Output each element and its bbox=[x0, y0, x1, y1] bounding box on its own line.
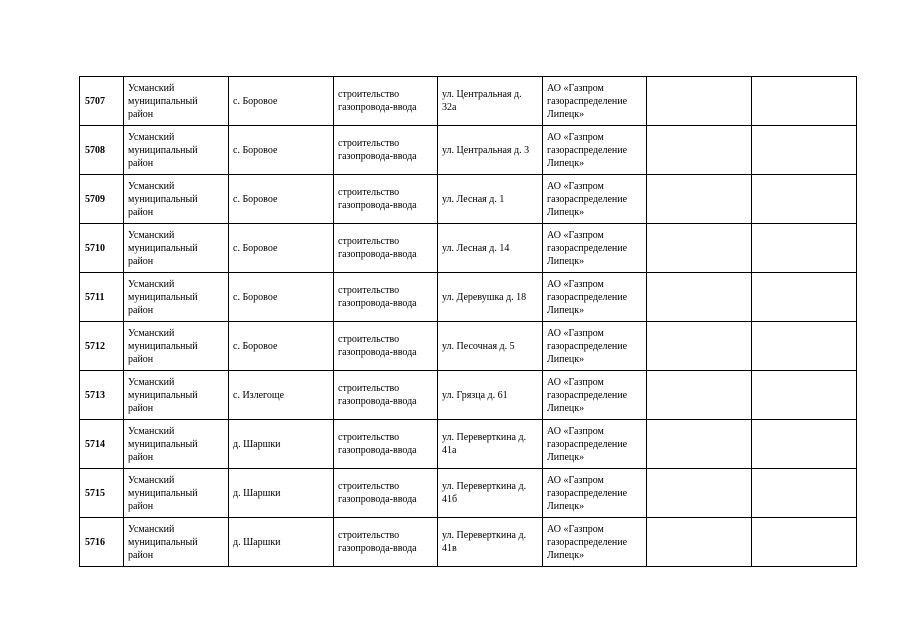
district-cell: Усманский муниципальный район bbox=[124, 77, 229, 126]
settlement-cell: с. Боровое bbox=[229, 273, 334, 322]
work-type-cell: строительство газопровода-ввода bbox=[334, 77, 438, 126]
address-cell: ул. Грязца д. 61 bbox=[438, 371, 543, 420]
settlement-cell: с. Боровое bbox=[229, 77, 334, 126]
district-cell: Усманский муниципальный район bbox=[124, 371, 229, 420]
address-cell: ул. Центральная д. 3 bbox=[438, 126, 543, 175]
settlement-cell: д. Шаршки bbox=[229, 469, 334, 518]
row-number: 5716 bbox=[80, 518, 124, 567]
row-number: 5709 bbox=[80, 175, 124, 224]
work-type-cell: строительство газопровода-ввода bbox=[334, 175, 438, 224]
empty-cell bbox=[647, 175, 752, 224]
work-type-cell: строительство газопровода-ввода bbox=[334, 420, 438, 469]
empty-cell bbox=[752, 224, 857, 273]
empty-cell bbox=[752, 126, 857, 175]
district-cell: Усманский муниципальный район bbox=[124, 420, 229, 469]
table-row bbox=[80, 371, 857, 420]
table-row bbox=[80, 322, 857, 371]
work-type-cell: строительство газопровода-ввода bbox=[334, 126, 438, 175]
settlement-cell: с. Боровое bbox=[229, 224, 334, 273]
work-type-cell: строительство газопровода-ввода bbox=[334, 371, 438, 420]
row-number: 5711 bbox=[80, 273, 124, 322]
organization-cell: АО «Газпром газораспределение Липецк» bbox=[543, 224, 647, 273]
row-number: 5714 bbox=[80, 420, 124, 469]
table-row bbox=[80, 518, 857, 567]
empty-cell bbox=[752, 175, 857, 224]
empty-cell bbox=[752, 371, 857, 420]
empty-cell bbox=[752, 469, 857, 518]
district-cell: Усманский муниципальный район bbox=[124, 322, 229, 371]
organization-cell: АО «Газпром газораспределение Липецк» bbox=[543, 175, 647, 224]
empty-cell bbox=[647, 420, 752, 469]
records-table bbox=[79, 76, 857, 567]
address-cell: ул. Песочная д. 5 bbox=[438, 322, 543, 371]
empty-cell bbox=[647, 371, 752, 420]
row-number: 5715 bbox=[80, 469, 124, 518]
row-number: 5707 bbox=[80, 77, 124, 126]
address-cell: ул. Переверткина д. 41в bbox=[438, 518, 543, 567]
settlement-cell: с. Боровое bbox=[229, 126, 334, 175]
organization-cell: АО «Газпром газораспределение Липецк» bbox=[543, 469, 647, 518]
work-type-cell: строительство газопровода-ввода bbox=[334, 322, 438, 371]
row-number: 5710 bbox=[80, 224, 124, 273]
address-cell: ул. Переверткина д. 41а bbox=[438, 420, 543, 469]
empty-cell bbox=[752, 273, 857, 322]
address-cell: ул. Лесная д. 1 bbox=[438, 175, 543, 224]
table-row bbox=[80, 273, 857, 322]
empty-cell bbox=[647, 77, 752, 126]
district-cell: Усманский муниципальный район bbox=[124, 518, 229, 567]
empty-cell bbox=[752, 77, 857, 126]
table-row bbox=[80, 175, 857, 224]
organization-cell: АО «Газпром газораспределение Липецк» bbox=[543, 322, 647, 371]
district-cell: Усманский муниципальный район bbox=[124, 273, 229, 322]
work-type-cell: строительство газопровода-ввода bbox=[334, 224, 438, 273]
district-cell: Усманский муниципальный район bbox=[124, 126, 229, 175]
empty-cell bbox=[647, 224, 752, 273]
settlement-cell: с. Боровое bbox=[229, 322, 334, 371]
organization-cell: АО «Газпром газораспределение Липецк» bbox=[543, 77, 647, 126]
empty-cell bbox=[647, 322, 752, 371]
organization-cell: АО «Газпром газораспределение Липецк» bbox=[543, 371, 647, 420]
empty-cell bbox=[647, 469, 752, 518]
address-cell: ул. Центральная д. 32а bbox=[438, 77, 543, 126]
empty-cell bbox=[752, 420, 857, 469]
work-type-cell: строительство газопровода-ввода bbox=[334, 469, 438, 518]
organization-cell: АО «Газпром газораспределение Липецк» bbox=[543, 273, 647, 322]
row-number: 5708 bbox=[80, 126, 124, 175]
address-cell: ул. Переверткина д. 41б bbox=[438, 469, 543, 518]
address-cell: ул. Лесная д. 14 bbox=[438, 224, 543, 273]
table-body bbox=[80, 77, 857, 567]
organization-cell: АО «Газпром газораспределение Липецк» bbox=[543, 518, 647, 567]
organization-cell: АО «Газпром газораспределение Липецк» bbox=[543, 126, 647, 175]
district-cell: Усманский муниципальный район bbox=[124, 224, 229, 273]
empty-cell bbox=[752, 518, 857, 567]
settlement-cell: д. Шаршки bbox=[229, 420, 334, 469]
table-row bbox=[80, 126, 857, 175]
table-row bbox=[80, 224, 857, 273]
row-number: 5712 bbox=[80, 322, 124, 371]
row-number: 5713 bbox=[80, 371, 124, 420]
table-row bbox=[80, 420, 857, 469]
empty-cell bbox=[647, 518, 752, 567]
work-type-cell: строительство газопровода-ввода bbox=[334, 518, 438, 567]
organization-cell: АО «Газпром газораспределение Липецк» bbox=[543, 420, 647, 469]
table-row bbox=[80, 77, 857, 126]
address-cell: ул. Деревушка д. 18 bbox=[438, 273, 543, 322]
empty-cell bbox=[752, 322, 857, 371]
settlement-cell: с. Излегоще bbox=[229, 371, 334, 420]
work-type-cell: строительство газопровода-ввода bbox=[334, 273, 438, 322]
settlement-cell: д. Шаршки bbox=[229, 518, 334, 567]
empty-cell bbox=[647, 273, 752, 322]
district-cell: Усманский муниципальный район bbox=[124, 469, 229, 518]
district-cell: Усманский муниципальный район bbox=[124, 175, 229, 224]
table-row bbox=[80, 469, 857, 518]
empty-cell bbox=[647, 126, 752, 175]
settlement-cell: с. Боровое bbox=[229, 175, 334, 224]
